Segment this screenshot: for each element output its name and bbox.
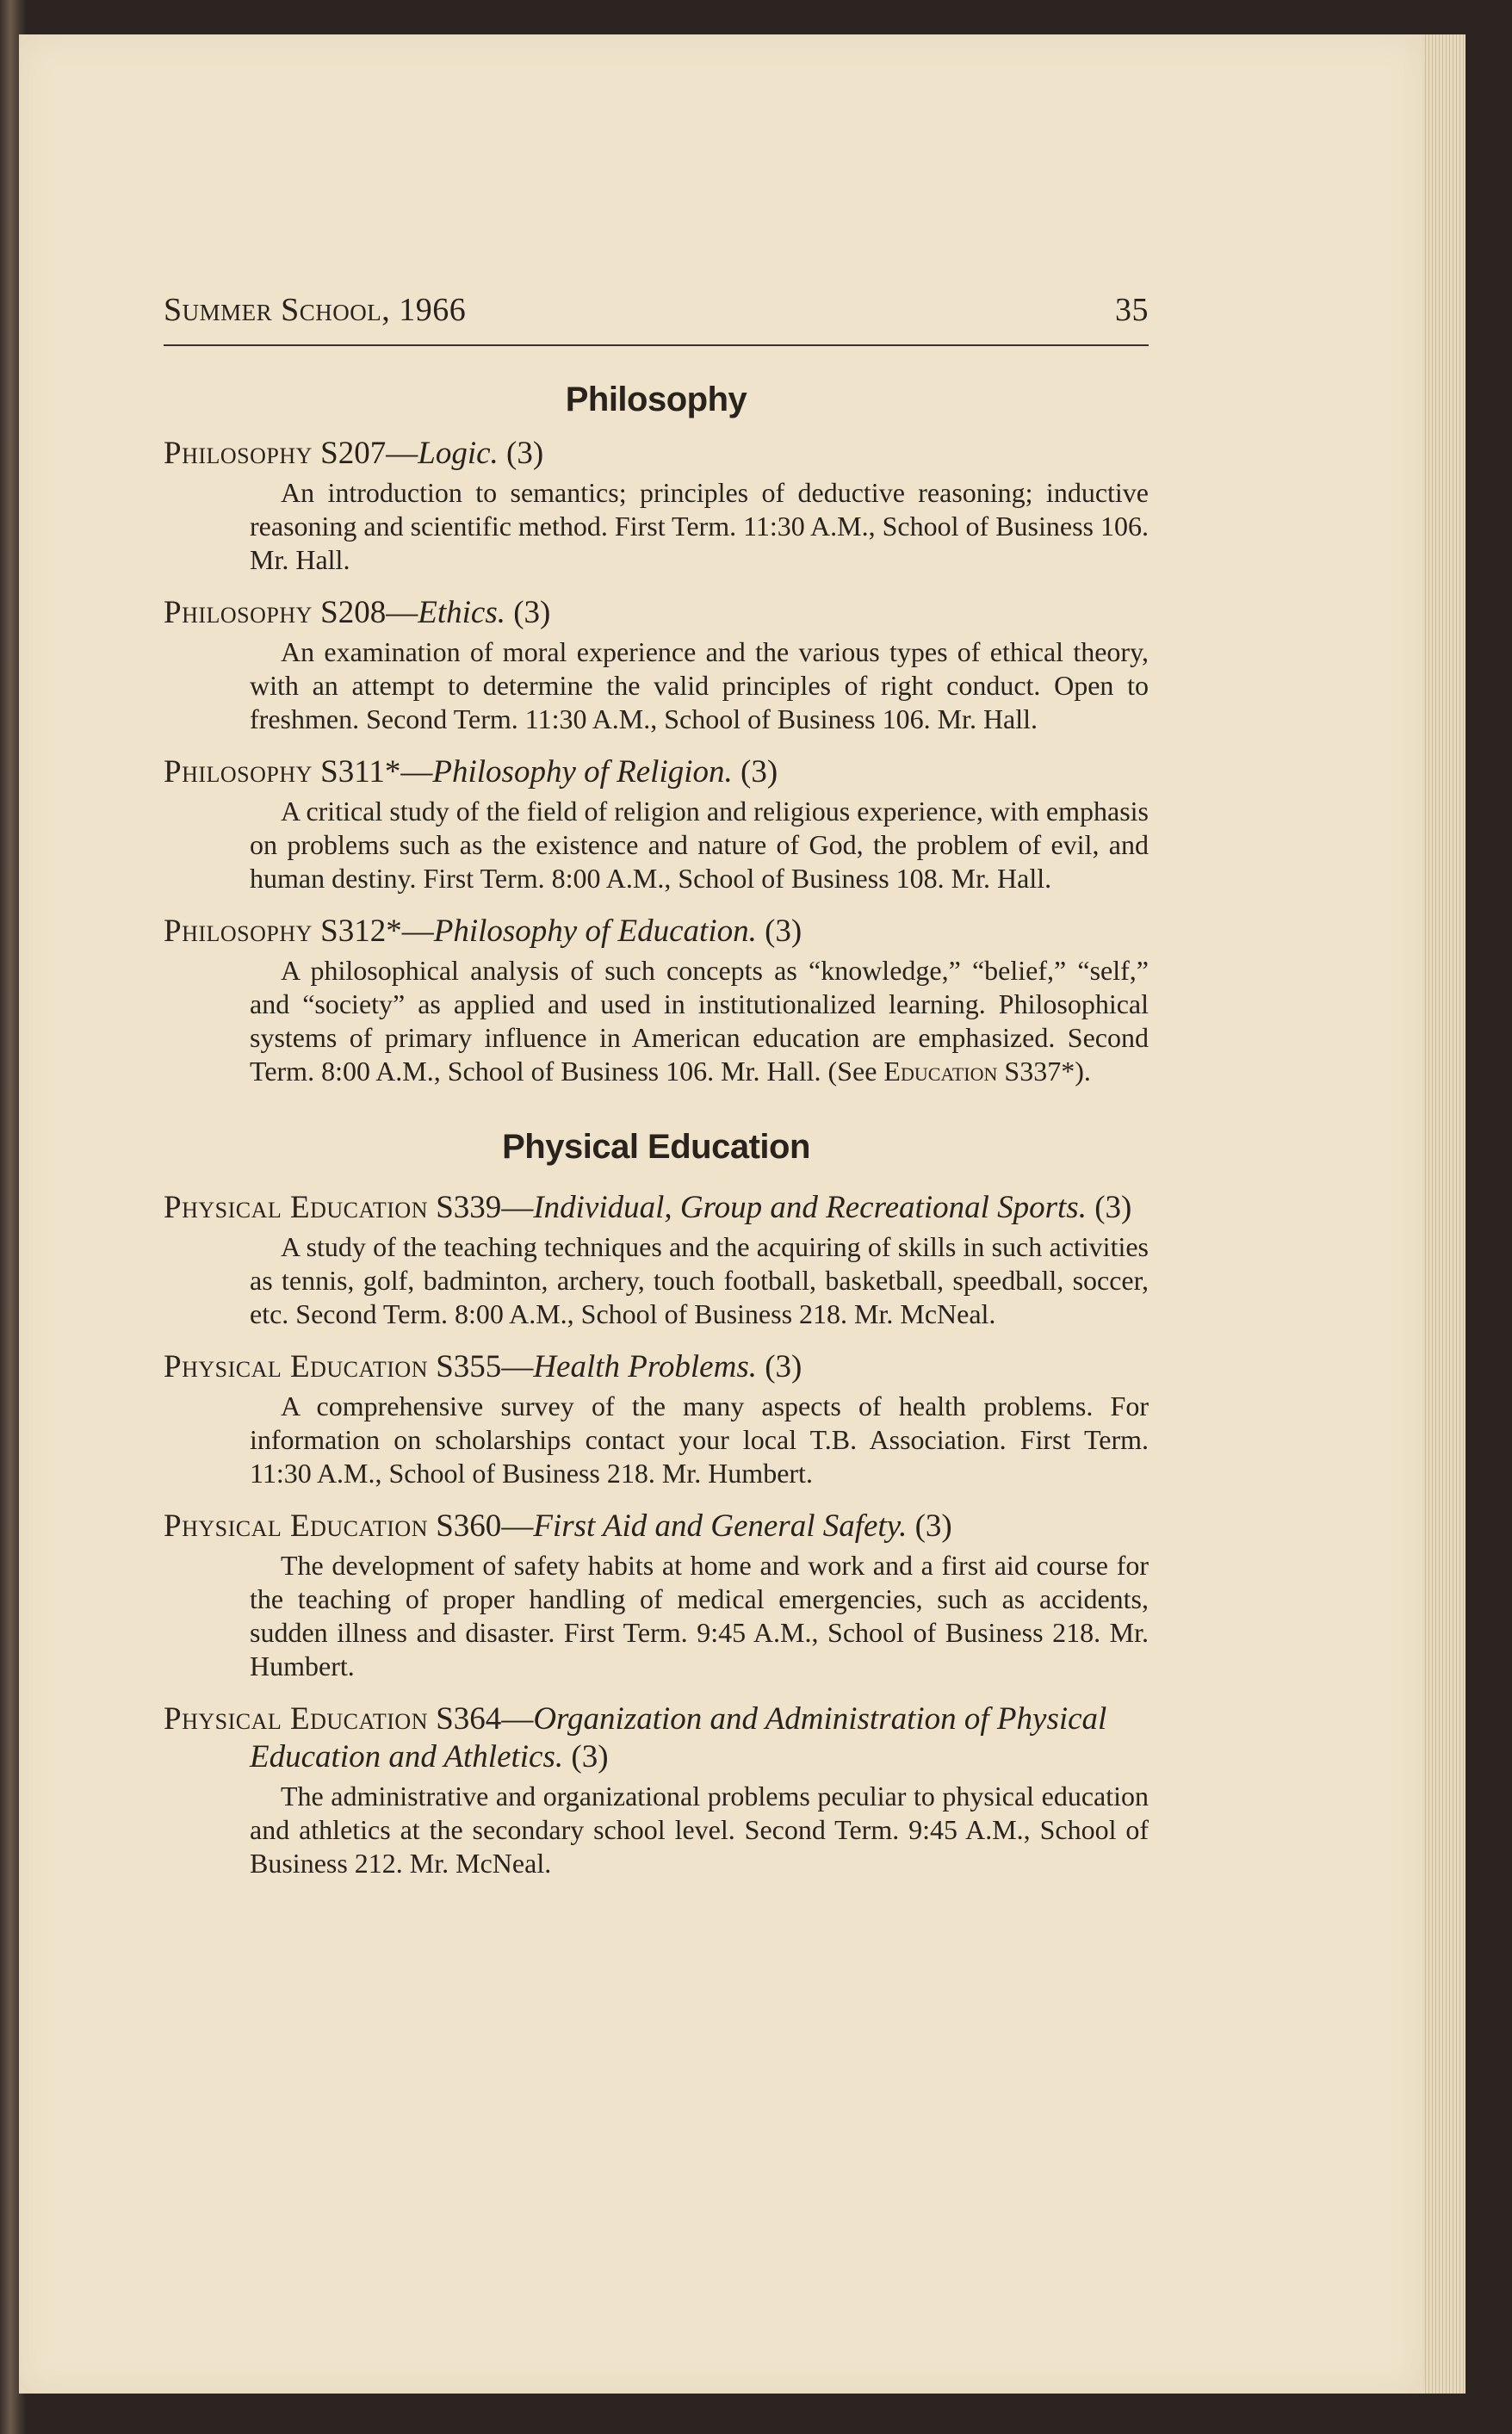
course-entry — [164, 1189, 1149, 1331]
course-number: S364 — [436, 1701, 502, 1737]
course-description: A critical study of the field of religion and religious experience, with emphasis on problems such as the existence and nature of God, the problem of evil, and human destiny. First Term. 8:00 A.M., School of Business 108. Mr. Hall. — [250, 796, 1149, 894]
course-dept: Philosophy — [164, 436, 313, 471]
course-heading: Philosophy S311*—Philosophy of Religion. (3) — [164, 754, 778, 790]
book-page — [19, 34, 1422, 2394]
section-heading: Physical Education — [502, 1128, 810, 1166]
course-dept: Physical Education — [164, 1190, 428, 1225]
course-dept: Physical Education — [164, 1701, 428, 1737]
course-description: An introduction to semantics; principles of deductive reasoning; inductive reasoning and scientific method. First Term. 11:30 A.M., School of Business 106. Mr. Hall. — [250, 477, 1149, 575]
course-entry — [164, 753, 1149, 895]
course-heading: Physical Education S364—Organization and Administration of Physical Education and Athletics. (3) — [164, 1701, 1107, 1774]
course-heading: Philosophy S208—Ethics. (3) — [164, 595, 551, 630]
course-title: Ethics. — [418, 595, 505, 630]
course-dept: Philosophy — [164, 754, 313, 790]
course-dept: Physical Education — [164, 1349, 428, 1384]
course-heading: Philosophy S312*—Philosophy of Education. (3) — [164, 914, 802, 949]
course-heading: Physical Education S355—Health Problems. (3) — [164, 1349, 802, 1384]
page-number: 35 — [1115, 292, 1149, 328]
course-number: S312* — [320, 914, 402, 949]
course-credits: (3) — [765, 1349, 802, 1384]
course-credits: (3) — [1094, 1190, 1132, 1225]
course-credits: (3) — [571, 1739, 609, 1774]
course-description: The administrative and organizational problems peculiar to physical education and athletics at the secondary school level. Second Term. 9:45 A.M., School of Business 212. Mr. McNeal. — [250, 1781, 1149, 1879]
page-stack-edge — [1422, 34, 1466, 2394]
course-title: Philosophy of Religion. — [432, 754, 733, 790]
course-credits: (3) — [914, 1508, 952, 1544]
course-number: S207 — [320, 436, 387, 471]
course-title: Logic. — [418, 436, 499, 471]
course-number: S311* — [320, 754, 401, 790]
course-entry — [164, 1508, 1149, 1683]
course-number: S360 — [436, 1508, 502, 1544]
course-description: The development of safety habits at home and work and a first aid course for the teaching of proper handling of medical emergencies, such as accidents, sudden illness and disaster. First Term. 9:45 A.M., School of Business 218. Mr. Humbert. — [250, 1550, 1149, 1682]
course-dept: Physical Education — [164, 1508, 428, 1544]
course-entry — [164, 913, 1149, 1088]
page-stack-shadow — [1466, 34, 1512, 2394]
course-title: Philosophy of Education. — [433, 914, 757, 949]
course-description — [164, 954, 1149, 1088]
course-entry — [164, 1348, 1149, 1490]
course-credits: (3) — [741, 754, 778, 790]
running-head-title: Summer School, 1966 — [164, 292, 467, 328]
course-entry — [164, 435, 1149, 577]
header-rule — [164, 344, 1149, 346]
course-heading: Physical Education S339—Individual, Group and Recreational Sports. (3) — [164, 1190, 1132, 1225]
see-also-suffix: S337*). — [1004, 1056, 1091, 1087]
course-description: A study of the teaching techniques and the acquiring of skills in such activities as tennis, golf, badminton, archery, touch football, basketball, speedball, soccer, etc. Second Term. 8:00 A.M., School of Business 218. Mr. McNeal. — [250, 1231, 1149, 1329]
course-number: S355 — [436, 1349, 502, 1384]
catalog-content — [164, 370, 1149, 1898]
course-description: An examination of moral experience and the various types of ethical theory, with an attempt to determine the valid principles of right conduct. Open to freshmen. Second Term. 11:30 A.M., School of Business 106. Mr. Hall. — [250, 636, 1149, 734]
course-title: Health Problems. — [533, 1349, 757, 1384]
section-heading: Philosophy — [565, 381, 747, 418]
see-also-dept: Education — [883, 1056, 998, 1087]
course-credits: (3) — [765, 914, 802, 949]
course-credits: (3) — [513, 595, 551, 630]
course-description-text: A philosophical analysis of such concepts as “knowledge,” “belief,” “self,” and “society” as applied and used in institutionalized learning. Philosophical systems of primary influence in American education are emphasized. Second Term. 8:00 A.M., School of Business 106. Mr. Hall. — [250, 955, 1149, 1087]
section-philosophy — [164, 381, 1149, 1088]
course-number: S339 — [436, 1190, 502, 1225]
course-description: A comprehensive survey of the many aspects of health problems. For information on scholarships contact your local T.B. Association. First Term. 11:30 A.M., School of Business 218. Mr. Humbert. — [250, 1390, 1149, 1489]
course-credits: (3) — [506, 436, 544, 471]
course-entry — [164, 1700, 1149, 1880]
course-entry — [164, 594, 1149, 736]
course-title: Individual, Group and Recreational Sports. — [533, 1190, 1087, 1225]
running-head — [164, 291, 1149, 334]
course-title: Organization and Administration of Physical Education and Athletics. — [250, 1701, 1107, 1774]
course-dept: Philosophy — [164, 914, 313, 949]
section-physical-education — [164, 1128, 1149, 1880]
course-heading: Philosophy S207—Logic. (3) — [164, 436, 544, 471]
course-title: First Aid and General Safety. — [533, 1508, 908, 1544]
course-heading: Physical Education S360—First Aid and General Safety. (3) — [164, 1508, 952, 1544]
course-number: S208 — [320, 595, 387, 630]
course-dept: Philosophy — [164, 595, 313, 630]
see-also-prefix: (See — [827, 1056, 877, 1087]
